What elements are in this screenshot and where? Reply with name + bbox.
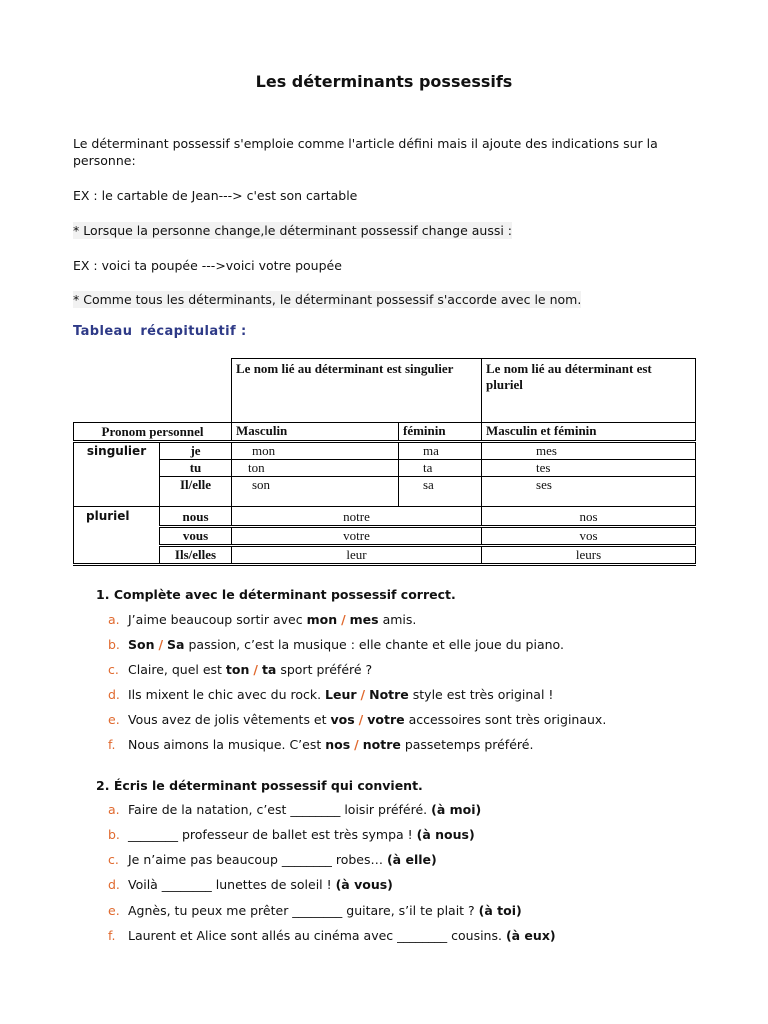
page-title: Les déterminants possessifs bbox=[255, 72, 513, 91]
exercise-2-item bbox=[108, 928, 556, 943]
plural-cell: mes bbox=[482, 442, 696, 460]
col-feminine: féminin bbox=[399, 423, 482, 442]
item-letter: d. bbox=[108, 687, 120, 702]
recap-word-1: Tableau bbox=[73, 324, 133, 339]
example-1: EX : le cartable de Jean---> c'est son cartable bbox=[73, 188, 358, 203]
item-letter: e. bbox=[108, 903, 120, 918]
col-masc-fem: Masculin et féminin bbox=[482, 423, 696, 442]
option-1: ton bbox=[225, 662, 250, 677]
item-text: Voilà ________ lunettes de soleil ! bbox=[128, 877, 336, 892]
exercise-heading: Complète avec le déterminant possessif correct. bbox=[113, 587, 456, 602]
plural-cell: leurs bbox=[482, 546, 696, 565]
option-1: mon bbox=[306, 612, 338, 627]
item-text: Vous avez de jolis vêtements et bbox=[128, 712, 331, 727]
exercise-1-item: d. Ils mixent le chic avec du rock. Leur / Notre style est très original ! bbox=[108, 687, 554, 702]
item-letter: b. bbox=[108, 827, 120, 842]
singular-cell: notre bbox=[232, 507, 482, 527]
item-letter: f. bbox=[108, 737, 116, 752]
item-letter: b. bbox=[108, 637, 120, 652]
col-masculine: Masculin bbox=[232, 423, 399, 442]
intro-line-2: personne: bbox=[73, 153, 136, 168]
item-hint: (à toi) bbox=[478, 903, 522, 918]
item-letter: a. bbox=[108, 612, 120, 627]
item-text: sport préféré ? bbox=[276, 662, 373, 677]
exercise-1-item: b. Son / Sa passion, c’est la musique : elle chante et elle joue du piano. bbox=[108, 637, 564, 652]
intro-line-1: Le déterminant possessif s'emploie comme l'article défini mais il ajoute des indications sur la bbox=[73, 136, 658, 151]
item-text: Je n’aime pas beaucoup ________ robes… bbox=[128, 852, 387, 867]
exercise-2-item bbox=[108, 852, 437, 867]
rule-2: * Comme tous les déterminants, le déterminant possessif s'accorde avec le nom. bbox=[73, 292, 582, 307]
pronoun-cell: nous bbox=[160, 507, 232, 527]
rule-1: * Lorsque la personne change,le déterminant possessif change aussi : bbox=[73, 223, 513, 238]
item-letter: f. bbox=[108, 928, 116, 943]
fem-cell: ta bbox=[399, 460, 482, 477]
item-text: Nous aimons la musique. C’est bbox=[128, 737, 326, 752]
item-text: Agnès, tu peux me prêter ________ guitare, s’il te plait ? bbox=[128, 903, 479, 918]
option-1: vos bbox=[330, 712, 355, 727]
item-text: Ils mixent le chic avec du rock. bbox=[128, 687, 326, 702]
item-hint: (à moi) bbox=[431, 802, 482, 817]
exercise-number: 1. bbox=[96, 587, 110, 602]
pronoun-cell: Il/elle bbox=[160, 477, 232, 507]
item-text: amis. bbox=[378, 612, 417, 627]
item-letter: d. bbox=[108, 877, 120, 892]
exercise-1-item: c. Claire, quel est ton / ta sport préféré ? bbox=[108, 662, 373, 677]
item-letter: a. bbox=[108, 802, 120, 817]
exercise-1-item: e. Vous avez de jolis vêtements et vos / votre accessoires sont très originaux. bbox=[108, 712, 607, 727]
item-letter: c. bbox=[108, 662, 119, 677]
item-letter: e. bbox=[108, 712, 120, 727]
option-1: nos bbox=[325, 737, 351, 752]
exercise-number: 2. bbox=[96, 778, 110, 793]
header-singular: Le nom lié au déterminant est singulier bbox=[232, 359, 482, 423]
plural-cell: ses bbox=[482, 477, 696, 507]
masc-cell: mon bbox=[232, 442, 399, 460]
item-letter: c. bbox=[108, 852, 119, 867]
masc-cell: ton bbox=[232, 460, 399, 477]
item-text: Laurent et Alice sont allés au cinéma avec ________ cousins. bbox=[128, 928, 506, 943]
pronoun-cell: vous bbox=[160, 527, 232, 546]
exercise-2-item bbox=[108, 903, 522, 918]
item-hint: (à eux) bbox=[505, 928, 556, 943]
summary-table bbox=[73, 358, 696, 566]
option-2: votre bbox=[367, 712, 405, 727]
item-hint: (à vous) bbox=[335, 877, 393, 892]
singular-cell: leur bbox=[232, 546, 482, 565]
item-text: accessoires sont très originaux. bbox=[404, 712, 607, 727]
item-hint: (à elle) bbox=[386, 852, 437, 867]
option-2: Notre bbox=[369, 687, 409, 702]
item-text: ________ professeur de ballet est très sympa ! bbox=[128, 827, 417, 842]
exercise-heading: Écris le déterminant possessif qui convient. bbox=[113, 778, 423, 793]
exercise-1-item: f. Nous aimons la musique. C’est nos / notre passetemps préféré. bbox=[108, 737, 534, 752]
plural-cell: vos bbox=[482, 527, 696, 546]
item-text: Claire, quel est bbox=[128, 662, 226, 677]
exercise-2-item bbox=[108, 877, 393, 892]
plural-cell: tes bbox=[482, 460, 696, 477]
item-hint: (à nous) bbox=[416, 827, 475, 842]
exercise-1-item: a. J’aime beaucoup sortir avec mon / mes amis. bbox=[108, 612, 417, 627]
item-text: J’aime beaucoup sortir avec bbox=[128, 612, 307, 627]
fem-cell: ma bbox=[399, 442, 482, 460]
item-text: Faire de la natation, c’est ________ loisir préféré. bbox=[128, 802, 432, 817]
option-2: notre bbox=[362, 737, 401, 752]
recap-word-2: récapitulatif : bbox=[140, 324, 247, 339]
exercise-2-item bbox=[108, 802, 481, 817]
group-singular: singulier bbox=[74, 442, 160, 507]
item-text: passetemps préféré. bbox=[400, 737, 534, 752]
exercise-1-title bbox=[96, 587, 456, 602]
header-plural: Le nom lié au déterminant est pluriel bbox=[482, 359, 696, 423]
singular-cell: votre bbox=[232, 527, 482, 546]
option-2: mes bbox=[349, 612, 379, 627]
pronoun-cell: je bbox=[160, 442, 232, 460]
item-text: passion, c’est la musique : elle chante et elle joue du piano. bbox=[184, 637, 564, 652]
option-2: Sa bbox=[167, 637, 185, 652]
group-plural: pluriel bbox=[74, 507, 160, 565]
recap-heading bbox=[73, 324, 255, 339]
option-1: Leur bbox=[325, 687, 357, 702]
masc-cell: son bbox=[232, 477, 399, 507]
pronoun-cell: tu bbox=[160, 460, 232, 477]
exercise-2-item bbox=[108, 827, 475, 842]
exercise-2-title bbox=[96, 778, 423, 793]
fem-cell: sa bbox=[399, 477, 482, 507]
item-text: style est très original ! bbox=[408, 687, 554, 702]
option-2: ta bbox=[261, 662, 277, 677]
pronoun-cell: Ils/elles bbox=[160, 546, 232, 565]
option-1: Son bbox=[128, 637, 155, 652]
col-pronoun: Pronom personnel bbox=[74, 423, 232, 442]
example-2: EX : voici ta poupée --->voici votre poupée bbox=[73, 258, 342, 273]
plural-cell: nos bbox=[482, 507, 696, 527]
